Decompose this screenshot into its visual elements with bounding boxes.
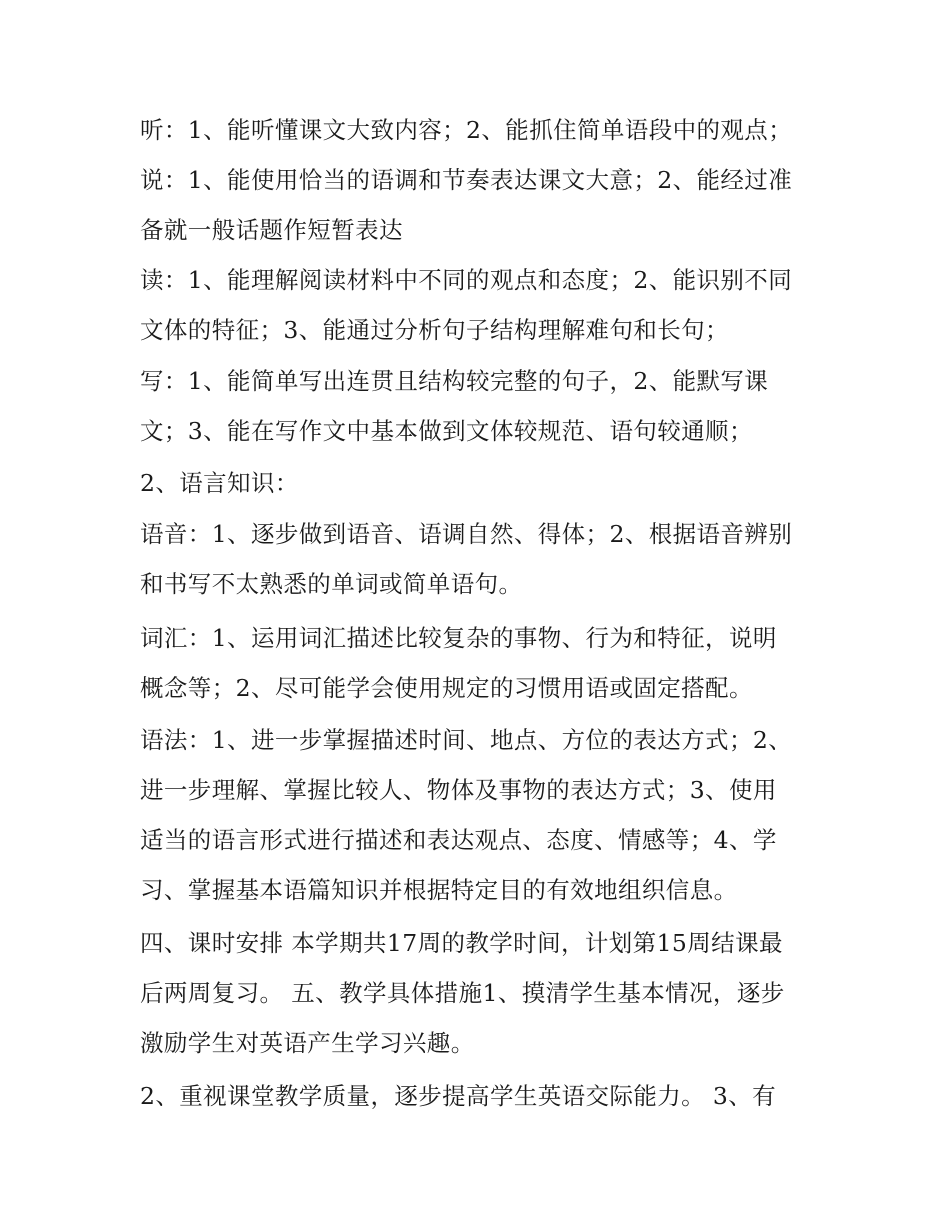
text-line-phonetics: 语音：1、逐步做到语音、语调自然、得体；2、根据语音辨别 <box>140 520 793 548</box>
text-line-grammar-cont-1: 进一步理解、掌握比较人、物体及事物的表达方式；3、使用 <box>140 776 777 804</box>
text-line-vocabulary-cont: 概念等；2、尽可能学会使用规定的习惯用语或固定搭配。 <box>140 674 753 702</box>
text-line-speaking: 说：1、能使用恰当的语调和节奏表达课文大意；2、能经过准 <box>140 166 793 194</box>
text-line-listening: 听：1、能听懂课文大致内容；2、能抓住简单语段中的观点； <box>140 116 793 144</box>
text-line-speaking-cont: 备就一般话题作短暂表达 <box>140 216 403 244</box>
text-line-measures: 后两周复习。 五、教学具体措施1、摸清学生基本情况，逐步 <box>140 979 785 1007</box>
text-line-reading-cont: 文体的特征；3、能通过分析句子结构理解难句和长句； <box>140 316 729 344</box>
text-line-grammar-cont-3: 习、掌握基本语篇知识并根据特定目的有效地组织信息。 <box>140 876 738 904</box>
text-line-phonetics-cont: 和书写不太熟悉的单词或简单语句。 <box>140 570 523 598</box>
text-line-measures-cont: 激励学生对英语产生学习兴趣。 <box>140 1029 475 1057</box>
text-line-classroom-quality: 2、重视课堂教学质量，逐步提高学生英语交际能力。 3、有 <box>140 1082 777 1110</box>
text-line-grammar-cont-2: 适当的语言形式进行描述和表达观点、态度、情感等；4、学 <box>140 826 777 854</box>
text-line-schedule: 四、课时安排 本学期共17周的教学时间，计划第15周结课最 <box>140 929 783 957</box>
text-line-vocabulary: 词汇：1、运用词汇描述比较复杂的事物、行为和特征，说明 <box>140 624 777 652</box>
text-line-reading: 读：1、能理解阅读材料中不同的观点和态度；2、能识别不同 <box>140 266 793 294</box>
text-line-grammar: 语法：1、进一步掌握描述时间、地点、方位的表达方式；2、 <box>140 726 793 754</box>
text-line-writing: 写：1、能简单写出连贯且结构较完整的句子，2、能默写课 <box>140 367 769 395</box>
section-heading-language-knowledge: 2、语言知识： <box>140 469 299 497</box>
text-line-writing-cont: 文；3、能在写作文中基本做到文体较规范、语句较通顺； <box>140 417 753 445</box>
